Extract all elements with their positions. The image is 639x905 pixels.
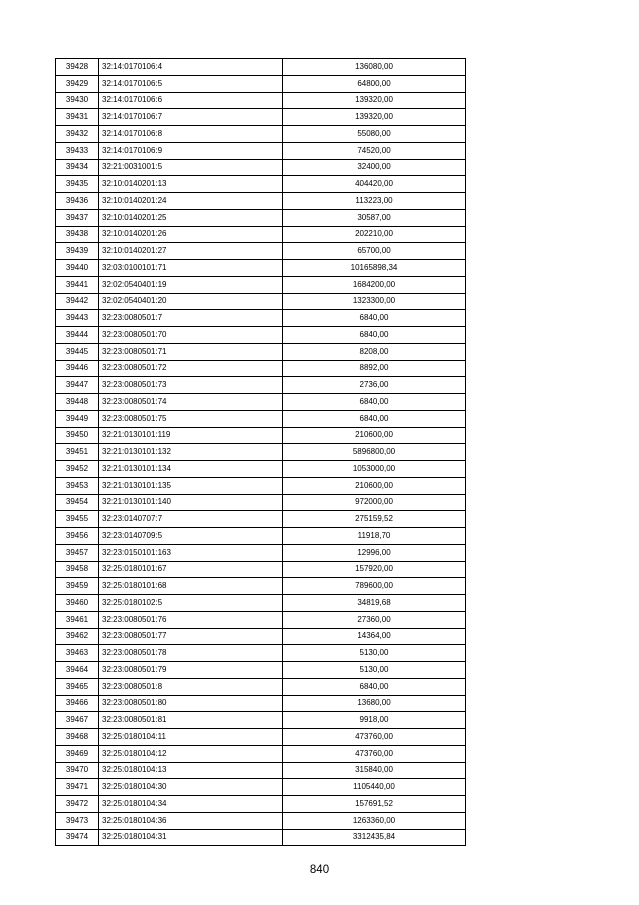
table-row bbox=[56, 75, 466, 92]
row-number-cell: 39468 bbox=[56, 729, 99, 746]
row-number-cell: 39434 bbox=[56, 159, 99, 176]
value-cell: 315840,00 bbox=[283, 762, 466, 779]
row-number-cell: 39450 bbox=[56, 427, 99, 444]
cadastral-number-cell: 32:23:0080501:70 bbox=[99, 327, 283, 344]
table-row bbox=[56, 662, 466, 679]
cadastral-number-cell: 32:02:0540401:19 bbox=[99, 276, 283, 293]
value-cell: 1105440,00 bbox=[283, 779, 466, 796]
row-number-cell: 39445 bbox=[56, 343, 99, 360]
row-number-cell: 39433 bbox=[56, 142, 99, 159]
value-cell: 789600,00 bbox=[283, 578, 466, 595]
cadastral-number-cell: 32:23:0140707:7 bbox=[99, 511, 283, 528]
value-cell: 139320,00 bbox=[283, 92, 466, 109]
table-row bbox=[56, 796, 466, 813]
row-number-cell: 39472 bbox=[56, 796, 99, 813]
cadastral-number-cell: 32:23:0140709:5 bbox=[99, 528, 283, 545]
value-cell: 210600,00 bbox=[283, 427, 466, 444]
table-row bbox=[56, 260, 466, 277]
value-cell: 473760,00 bbox=[283, 745, 466, 762]
table-row bbox=[56, 176, 466, 193]
row-number-cell: 39462 bbox=[56, 628, 99, 645]
value-cell: 12996,00 bbox=[283, 544, 466, 561]
page-number: 840 bbox=[309, 864, 330, 876]
table-row bbox=[56, 477, 466, 494]
cadastral-number-cell: 32:25:0180104:12 bbox=[99, 745, 283, 762]
table-row bbox=[56, 812, 466, 829]
table-row bbox=[56, 779, 466, 796]
value-cell: 210600,00 bbox=[283, 477, 466, 494]
cadastral-number-cell: 32:23:0080501:7 bbox=[99, 310, 283, 327]
table-row bbox=[56, 343, 466, 360]
cadastral-number-cell: 32:25:0180104:31 bbox=[99, 829, 283, 846]
row-number-cell: 39429 bbox=[56, 75, 99, 92]
table-row bbox=[56, 578, 466, 595]
value-cell: 8892,00 bbox=[283, 360, 466, 377]
cadastral-number-cell: 32:23:0080501:71 bbox=[99, 343, 283, 360]
table-row bbox=[56, 645, 466, 662]
table-row bbox=[56, 394, 466, 411]
table-row bbox=[56, 561, 466, 578]
table-row bbox=[56, 293, 466, 310]
table-row bbox=[56, 377, 466, 394]
value-cell: 275159,52 bbox=[283, 511, 466, 528]
cadastral-number-cell: 32:21:0130101:140 bbox=[99, 494, 283, 511]
value-cell: 11918,70 bbox=[283, 528, 466, 545]
value-cell: 5896800,00 bbox=[283, 444, 466, 461]
cadastral-number-cell: 32:10:0140201:25 bbox=[99, 209, 283, 226]
row-number-cell: 39473 bbox=[56, 812, 99, 829]
row-number-cell: 39444 bbox=[56, 327, 99, 344]
table-row bbox=[56, 126, 466, 143]
row-number-cell: 39467 bbox=[56, 712, 99, 729]
row-number-cell: 39457 bbox=[56, 544, 99, 561]
value-cell: 473760,00 bbox=[283, 729, 466, 746]
cadastral-number-cell: 32:10:0140201:13 bbox=[99, 176, 283, 193]
cadastral-number-cell: 32:14:0170106:6 bbox=[99, 92, 283, 109]
cadastral-value-table bbox=[55, 58, 466, 846]
row-number-cell: 39470 bbox=[56, 762, 99, 779]
row-number-cell: 39469 bbox=[56, 745, 99, 762]
cadastral-number-cell: 32:21:0130101:134 bbox=[99, 461, 283, 478]
row-number-cell: 39449 bbox=[56, 410, 99, 427]
value-cell: 64800,00 bbox=[283, 75, 466, 92]
value-cell: 157920,00 bbox=[283, 561, 466, 578]
row-number-cell: 39461 bbox=[56, 611, 99, 628]
cadastral-number-cell: 32:21:0130101:132 bbox=[99, 444, 283, 461]
table-row bbox=[56, 59, 466, 76]
cadastral-number-cell: 32:21:0130101:135 bbox=[99, 477, 283, 494]
row-number-cell: 39437 bbox=[56, 209, 99, 226]
row-number-cell: 39448 bbox=[56, 394, 99, 411]
value-cell: 8208,00 bbox=[283, 343, 466, 360]
row-number-cell: 39466 bbox=[56, 695, 99, 712]
table-row bbox=[56, 628, 466, 645]
table-row bbox=[56, 611, 466, 628]
cadastral-number-cell: 32:14:0170106:4 bbox=[99, 59, 283, 76]
table-row bbox=[56, 695, 466, 712]
cadastral-number-cell: 32:23:0080501:74 bbox=[99, 394, 283, 411]
row-number-cell: 39452 bbox=[56, 461, 99, 478]
value-cell: 139320,00 bbox=[283, 109, 466, 126]
cadastral-number-cell: 32:23:0150101:163 bbox=[99, 544, 283, 561]
value-cell: 1263360,00 bbox=[283, 812, 466, 829]
value-cell: 157691,52 bbox=[283, 796, 466, 813]
row-number-cell: 39435 bbox=[56, 176, 99, 193]
cadastral-number-cell: 32:10:0140201:24 bbox=[99, 193, 283, 210]
row-number-cell: 39453 bbox=[56, 477, 99, 494]
cadastral-number-cell: 32:25:0180104:36 bbox=[99, 812, 283, 829]
value-cell: 136080,00 bbox=[283, 59, 466, 76]
value-cell: 1053000,00 bbox=[283, 461, 466, 478]
table-row bbox=[56, 427, 466, 444]
row-number-cell: 39431 bbox=[56, 109, 99, 126]
value-cell: 74520,00 bbox=[283, 142, 466, 159]
cadastral-number-cell: 32:25:0180102:5 bbox=[99, 595, 283, 612]
value-cell: 6840,00 bbox=[283, 394, 466, 411]
row-number-cell: 39432 bbox=[56, 126, 99, 143]
table-row bbox=[56, 109, 466, 126]
row-number-cell: 39463 bbox=[56, 645, 99, 662]
row-number-cell: 39447 bbox=[56, 377, 99, 394]
cadastral-number-cell: 32:10:0140201:26 bbox=[99, 226, 283, 243]
cadastral-number-cell: 32:25:0180104:34 bbox=[99, 796, 283, 813]
cadastral-number-cell: 32:23:0080501:77 bbox=[99, 628, 283, 645]
cadastral-number-cell: 32:14:0170106:9 bbox=[99, 142, 283, 159]
value-cell: 972000,00 bbox=[283, 494, 466, 511]
row-number-cell: 39464 bbox=[56, 662, 99, 679]
value-cell: 13680,00 bbox=[283, 695, 466, 712]
value-cell: 6840,00 bbox=[283, 410, 466, 427]
table-row bbox=[56, 444, 466, 461]
cadastral-number-cell: 32:25:0180104:13 bbox=[99, 762, 283, 779]
cadastral-number-cell: 32:23:0080501:8 bbox=[99, 678, 283, 695]
cadastral-number-cell: 32:23:0080501:81 bbox=[99, 712, 283, 729]
cadastral-number-cell: 32:21:0130101:119 bbox=[99, 427, 283, 444]
row-number-cell: 39441 bbox=[56, 276, 99, 293]
row-number-cell: 39460 bbox=[56, 595, 99, 612]
cadastral-number-cell: 32:03:0100101:71 bbox=[99, 260, 283, 277]
row-number-cell: 39458 bbox=[56, 561, 99, 578]
table-row bbox=[56, 712, 466, 729]
table-row bbox=[56, 729, 466, 746]
table-row bbox=[56, 92, 466, 109]
table-row bbox=[56, 360, 466, 377]
table-row bbox=[56, 327, 466, 344]
row-number-cell: 39440 bbox=[56, 260, 99, 277]
table-row bbox=[56, 461, 466, 478]
value-cell: 1684200,00 bbox=[283, 276, 466, 293]
cadastral-number-cell: 32:14:0170106:7 bbox=[99, 109, 283, 126]
table-row bbox=[56, 745, 466, 762]
value-cell: 1323300,00 bbox=[283, 293, 466, 310]
table-row bbox=[56, 142, 466, 159]
row-number-cell: 39430 bbox=[56, 92, 99, 109]
cadastral-number-cell: 32:23:0080501:73 bbox=[99, 377, 283, 394]
cadastral-number-cell: 32:23:0080501:78 bbox=[99, 645, 283, 662]
table-row bbox=[56, 209, 466, 226]
cadastral-number-cell: 32:23:0080501:79 bbox=[99, 662, 283, 679]
value-cell: 30587,00 bbox=[283, 209, 466, 226]
value-cell: 202210,00 bbox=[283, 226, 466, 243]
table-row bbox=[56, 544, 466, 561]
row-number-cell: 39454 bbox=[56, 494, 99, 511]
table-row bbox=[56, 494, 466, 511]
table-row bbox=[56, 159, 466, 176]
value-cell: 5130,00 bbox=[283, 645, 466, 662]
value-cell: 55080,00 bbox=[283, 126, 466, 143]
cadastral-number-cell: 32:25:0180104:30 bbox=[99, 779, 283, 796]
row-number-cell: 39439 bbox=[56, 243, 99, 260]
value-cell: 5130,00 bbox=[283, 662, 466, 679]
value-cell: 9918,00 bbox=[283, 712, 466, 729]
value-cell: 32400,00 bbox=[283, 159, 466, 176]
value-cell: 65700,00 bbox=[283, 243, 466, 260]
value-cell: 34819,68 bbox=[283, 595, 466, 612]
value-cell: 6840,00 bbox=[283, 310, 466, 327]
cadastral-number-cell: 32:10:0140201:27 bbox=[99, 243, 283, 260]
cadastral-number-cell: 32:23:0080501:80 bbox=[99, 695, 283, 712]
cadastral-number-cell: 32:25:0180104:11 bbox=[99, 729, 283, 746]
row-number-cell: 39451 bbox=[56, 444, 99, 461]
cadastral-number-cell: 32:23:0080501:76 bbox=[99, 611, 283, 628]
table-row bbox=[56, 193, 466, 210]
table-row bbox=[56, 595, 466, 612]
table-row bbox=[56, 678, 466, 695]
cadastral-number-cell: 32:14:0170106:5 bbox=[99, 75, 283, 92]
value-cell: 6840,00 bbox=[283, 678, 466, 695]
value-cell: 3312435,84 bbox=[283, 829, 466, 846]
table-row bbox=[56, 511, 466, 528]
value-cell: 14364,00 bbox=[283, 628, 466, 645]
row-number-cell: 39459 bbox=[56, 578, 99, 595]
table-row bbox=[56, 226, 466, 243]
cadastral-number-cell: 32:21:0031001:5 bbox=[99, 159, 283, 176]
cadastral-number-cell: 32:14:0170106:8 bbox=[99, 126, 283, 143]
row-number-cell: 39471 bbox=[56, 779, 99, 796]
table-row bbox=[56, 276, 466, 293]
row-number-cell: 39438 bbox=[56, 226, 99, 243]
row-number-cell: 39442 bbox=[56, 293, 99, 310]
table-row bbox=[56, 762, 466, 779]
row-number-cell: 39443 bbox=[56, 310, 99, 327]
row-number-cell: 39474 bbox=[56, 829, 99, 846]
table-body bbox=[56, 59, 466, 846]
table-row bbox=[56, 410, 466, 427]
table-row bbox=[56, 243, 466, 260]
table-row bbox=[56, 829, 466, 846]
cadastral-number-cell: 32:02:0540401:20 bbox=[99, 293, 283, 310]
row-number-cell: 39436 bbox=[56, 193, 99, 210]
cadastral-number-cell: 32:23:0080501:75 bbox=[99, 410, 283, 427]
value-cell: 2736,00 bbox=[283, 377, 466, 394]
row-number-cell: 39428 bbox=[56, 59, 99, 76]
row-number-cell: 39456 bbox=[56, 528, 99, 545]
value-cell: 404420,00 bbox=[283, 176, 466, 193]
row-number-cell: 39455 bbox=[56, 511, 99, 528]
value-cell: 6840,00 bbox=[283, 327, 466, 344]
row-number-cell: 39465 bbox=[56, 678, 99, 695]
table-row bbox=[56, 528, 466, 545]
value-cell: 113223,00 bbox=[283, 193, 466, 210]
value-cell: 10165898,34 bbox=[283, 260, 466, 277]
value-cell: 27360,00 bbox=[283, 611, 466, 628]
cadastral-number-cell: 32:23:0080501:72 bbox=[99, 360, 283, 377]
table-row bbox=[56, 310, 466, 327]
row-number-cell: 39446 bbox=[56, 360, 99, 377]
cadastral-number-cell: 32:25:0180101:68 bbox=[99, 578, 283, 595]
cadastral-number-cell: 32:25:0180101:67 bbox=[99, 561, 283, 578]
